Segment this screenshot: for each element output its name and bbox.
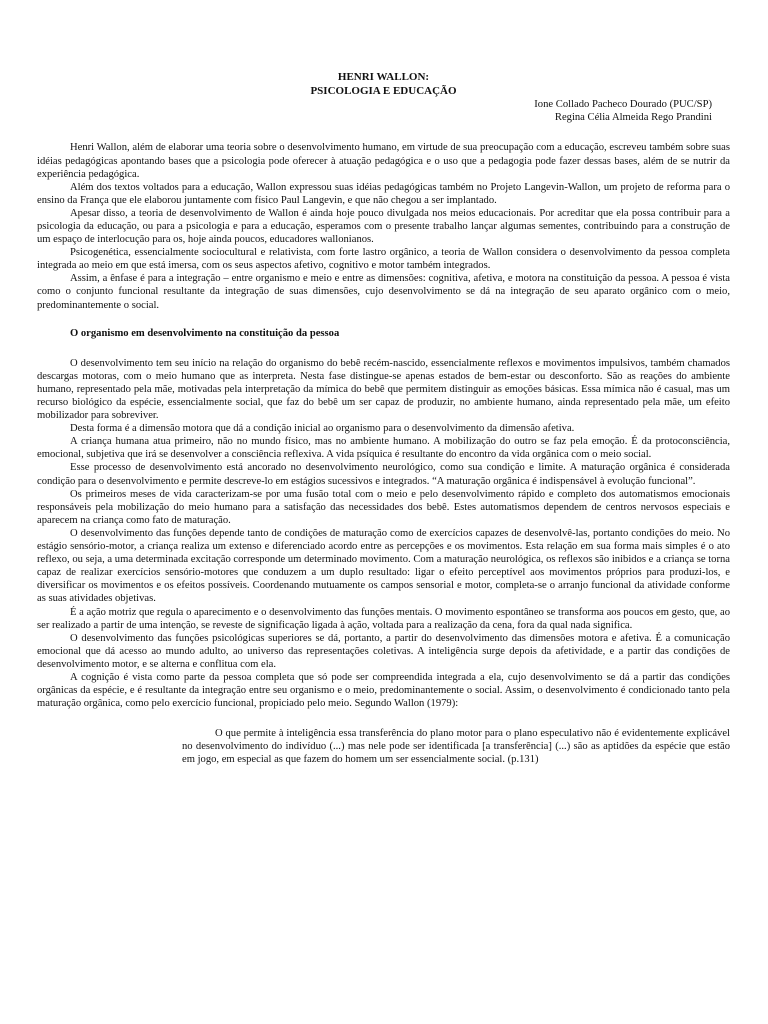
- title-line-2: PSICOLOGIA E EDUCAÇÃO: [310, 85, 457, 97]
- document-header: [37, 70, 730, 124]
- intro-paragraph-5: Assim, a ênfase é para a integração – entre organismo e meio e entre as dimensões: cognitiva, afetiva, e motora na constituição da pessoa. A pessoa é vista como o conjunto funcional resultante da integração de suas dimensões, cujo desenvolvimento se dá na integração de seu aparato orgânico com o meio, predominantemente o social.: [37, 273, 730, 311]
- section-paragraph-2: Desta forma é a dimensão motora que dá a condição inicial ao organismo para o desenvolvimento da dimensão afetiva.: [70, 423, 575, 435]
- title-line-1: HENRI WALLON:: [337, 71, 430, 83]
- intro-section: [37, 141, 730, 311]
- section-paragraph-4: Esse processo de desenvolvimento está ancorado no desenvolvimento neurológico, como sua condição e limite. A maturação orgânica é considerada condição para o desenvolvimento e permite descreve-lo em estágios sucessivos e integrados. “A maturação orgânica é indispensável à evolução funcional”.: [37, 462, 730, 487]
- section-paragraph-9: A cognição é vista como parte da pessoa completa que só pode ser compreendida integrada a ela, cujo desenvolvimento se dá a partir das condições orgânicas da espécie, e é resultante da integração entre seu organismo e o meio, predominantemente o social. Assim, o desenvolvimento é condicionado tanto pela maturação orgânica, como pelo exercício funcional, propiciado pelo meio. Segundo Wallon (1979):: [37, 671, 730, 710]
- author-2: Regina Célia Almeida Rego Prandini: [554, 112, 712, 124]
- author-1: Ione Collado Pacheco Dourado (PUC/SP): [534, 99, 712, 110]
- block-quote: O que permite à inteligência essa transferência do plano motor para o plano especulativo não é evidentemente explicável no desenvolvimento do indivíduo (...) mas nele pode ser identificada [a transferência] (...) são as aptidões da espécie que estão em jogo, em especial as que fazem do homem um ser essencialmente social. (p.131): [182, 728, 730, 766]
- section-heading: O organismo em desenvolvimento na constituição da pessoa: [70, 327, 340, 339]
- authors: [37, 98, 712, 124]
- intro-paragraph-4: Psicogenética, essencialmente sociocultural e relativista, com forte lastro orgânico, a teoria de Wallon considera o desenvolvimento da pessoa completa integrada ao meio em que está imersa, com os seus aspectos afetivo, cognitivo e motor também integrados.: [37, 247, 730, 272]
- section-paragraph-3: A criança humana atua primeiro, não no mundo físico, mas no ambiente humano. A mobilização do outro se faz pela emoção. É da protoconsciência, emocional, subjetiva que irá se desenvolver a consciência reflexiva. A vida psíquica é resultante do encontro da vida orgânica com o meio social.: [37, 436, 730, 461]
- section-paragraph-6: O desenvolvimento das funções depende tanto de condições de maturação como de exercícios capazes de desenvolvê-las, portanto condições do meio. No estágio sensório-motor, a criança realiza um extenso e diferenciado acordo entre as percepções e os movimentos. Esta relação em sua forma mais simples é o ato reflexo, ou seja, a uma determinada excitação corresponde um determinado movimento. Com a maturação neurológica, os reflexos são inibidos e a criança se torna capaz de realizar exercícios sensório-motores que conduzem a um duplo resultado: ligar o efeito perceptível aos movimentos próprios para produzi-los, e diversificar os movimentos e os efeitos possíveis. Coordenando mutuamente os campos sensorial e motor, completa-se o arranjo funcional da atividade conforme as suas atividades objetivas.: [37, 527, 730, 605]
- section-body: [37, 357, 730, 711]
- intro-paragraph-2: Além dos textos voltados para a educação, Wallon expressou suas idéias pedagógicas também no Projeto Langevin-Wallon, um projeto de reforma para o ensino da França que ele elaborou juntamente com físico Paul Langevin, e que não chegou a ser implantado.: [37, 181, 730, 206]
- section-paragraph-7: É a ação motriz que regula o aparecimento e o desenvolvimento das funções mentais. O movimento espontâneo se transforma aos poucos em gesto, que, ao ser realizado a partir de uma intenção, se reveste de significação ligada à ação, voltada para a realização da cena, fora da qual nada significa.: [37, 606, 730, 631]
- intro-paragraph-1: Henri Wallon, além de elaborar uma teoria sobre o desenvolvimento humano, em virtude de sua preocupação com a educação, escreveu também sobre suas idéias pedagógicas apontando bases que a psicologia pode oferecer à atuação pedagógica e o uso que a pedagogia pode fazer dessas bases, além de se nutrir da experiência pedagógica.: [37, 142, 730, 180]
- intro-paragraph-3: Apesar disso, a teoria de desenvolvimento de Wallon é ainda hoje pouco divulgada nos meios educacionais. Por acreditar que ela possa contribuir para a psicologia da educação, ou para a psicologia e para a educação, esperamos com o presente trabalho lançar algumas sementes, contribuindo para a construção de um espaço de interlocução para os, hoje ainda poucos, educadores wallonianos.: [37, 207, 730, 246]
- section-paragraph-5: Os primeiros meses de vida caracterizam-se por uma fusão total com o meio e pelo desenvolvimento rápido e completo dos automatismos emocionais responsáveis pela mobilização do meio humano para a satisfação das necessidades dos bebê. Estes automatismos dependem de centros nervosos especiais e aparecem na criança como fato de maturação.: [37, 488, 730, 526]
- section-paragraph-8: O desenvolvimento das funções psicológicas superiores se dá, portanto, a partir do desenvolvimento das dimensões motora e afetiva. É a comunicação emocional que dá acesso ao mundo adulto, ao universo das representações coletivas. A inteligência surge depois da afetividade, e a partir das condições de desenvolvimento motor, e se alterna e conflitua com ela.: [37, 632, 730, 670]
- section-paragraph-1: O desenvolvimento tem seu início na relação do organismo do bebê recém-nascido, essencialmente reflexos e movimentos impulsivos, também chamados descargas motoras, com o meio humano que as interpreta. Nesta fase distingue-se apenas estados de bem-estar ou desconforto. São as reações do ambiente humano, representado pela mãe, motivadas pela interpretação da mímica do bebê que permitem distinguir as emoções básicas. Essa mímica não é casual, mas um recurso biológico da espécie, essencialmente social, que faz do bebê um ser capaz de produzir, no ambiente humano, ainda representado pela mãe, um efeito mobilizador para sobreviver.: [37, 357, 730, 422]
